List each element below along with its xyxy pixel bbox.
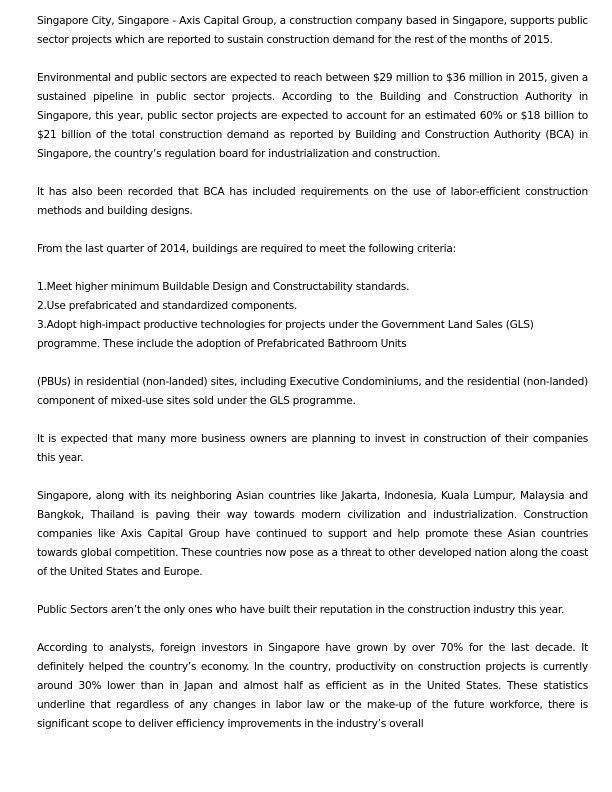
document-body	[37, 12, 588, 734]
paragraph-intro: Singapore City, Singapore - Axis Capital Group, a construction company based in Singapore, supports public sector projects which are reported to sustain construction demand for the rest of the months of 2015.	[37, 15, 588, 46]
criteria-item: 1.Meet higher minimum Buildable Design and Constructability standards.	[37, 281, 410, 293]
criteria-list	[37, 278, 588, 354]
paragraph-pbus: (PBUs) in residential (non-landed) sites, including Executive Condominiums, and the residential (non-landed) component of mixed-use sites sold under the GLS programme.	[37, 376, 588, 407]
paragraph-public-sector-demand: Environmental and public sectors are expected to reach between $29 million to $36 million in 2015, given a sustained pipeline in public sector projects. According to the Building and Construction Authority in Singapore, this year, public sector projects are expected to account for an estimated 60% or $18 billion to $21 billion of the total construction demand as reported by Building and Construction Authority (BCA) in Singapore, the country’s regulation board for industrialization and construction.	[37, 72, 588, 160]
paragraph-foreign-investors: According to analysts, foreign investors in Singapore have grown by over 70% for the last decade. It definitely helped the country’s economy. In the country, productivity on construction projects is currently around 30% lower than in Japan and almost half as efficient as in the United States. These statistics underline that regardless of any changes in labor law or the make-up of the future workforce, there is significant scope to deliver efficiency improvements in the industry’s overall	[37, 642, 588, 730]
paragraph-bca-requirements: It has also been recorded that BCA has included requirements on the use of labor-efficient construction methods and building designs.	[37, 186, 588, 217]
paragraph-asian-countries: Singapore, along with its neighboring Asian countries like Jakarta, Indonesia, Kuala Lumpur, Malaysia and Bangkok, Thailand is paving their way towards modern civilization and industrialization. Construction companies like Axis Capital Group have continued to support and help promote these Asian countries towards global competition. These countries now pose as a threat to other developed nation along the coast of the United States and Europe.	[37, 490, 588, 578]
criteria-item: 3.Adopt high-impact productive technologies for projects under the Government Land Sales (GLS) programme. These include the adoption of Prefabricated Bathroom Units	[37, 319, 534, 350]
paragraph-public-sectors: Public Sectors aren’t the only ones who have built their reputation in the construction industry this year.	[37, 604, 565, 616]
criteria-item: 2.Use prefabricated and standardized components.	[37, 300, 298, 312]
paragraph-business-owners: It is expected that many more business owners are planning to invest in construction of their companies this year.	[37, 433, 588, 464]
paragraph-criteria-intro: From the last quarter of 2014, buildings are required to meet the following criteria:	[37, 243, 456, 255]
